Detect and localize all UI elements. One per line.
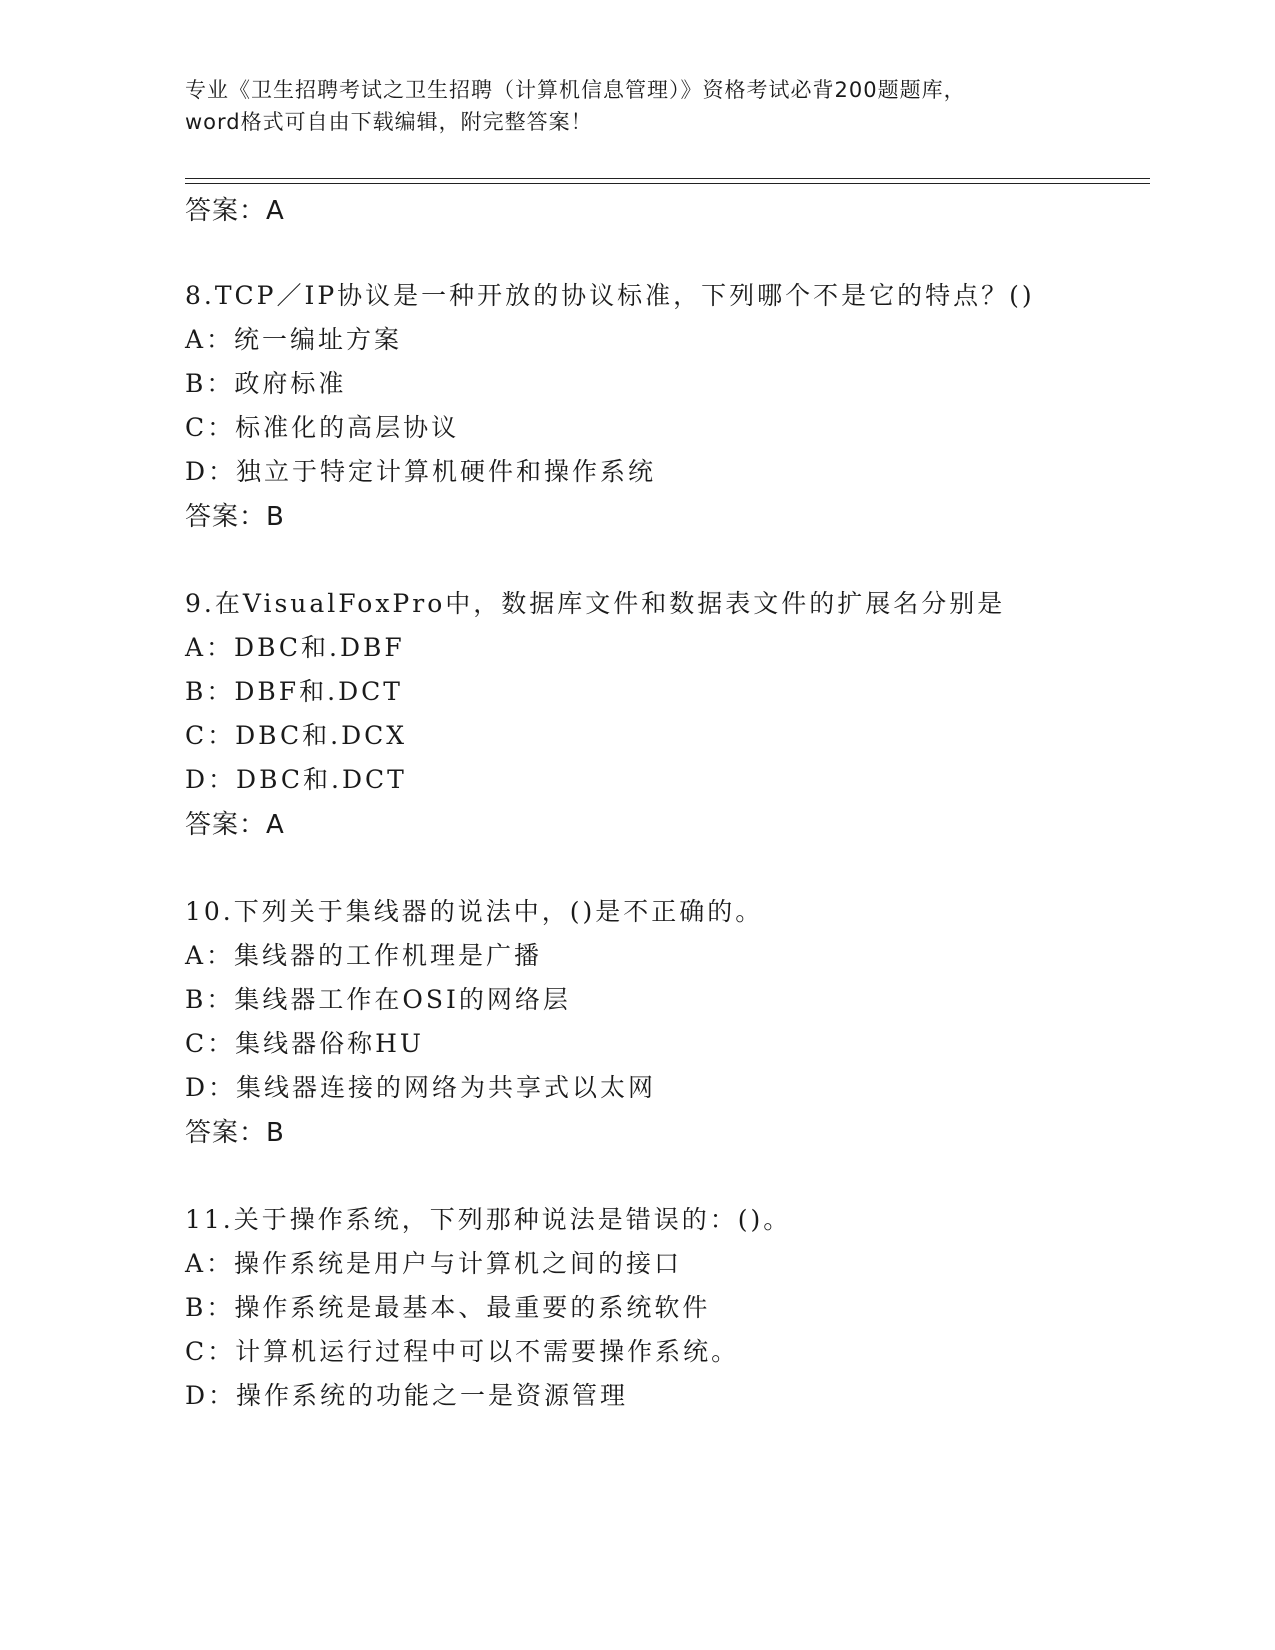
question-11-option-a: A：操作系统是用户与计算机之间的接口: [185, 1249, 683, 1278]
header-divider-top: [185, 178, 1150, 179]
question-11-option-b: B：操作系统是最基本、最重要的系统软件: [185, 1293, 711, 1322]
answer-q8: 答案：B: [185, 502, 285, 532]
question-9-option-d: D：DBC和.DCT: [185, 765, 407, 794]
question-11-option-d: D：操作系统的功能之一是资源管理: [185, 1381, 629, 1410]
answer-q9: 答案：A: [185, 810, 285, 840]
question-10-stem: 10.下列关于集线器的说法中，()是不正确的。: [185, 897, 764, 926]
question-11-option-c: C：计算机运行过程中可以不需要操作系统。: [185, 1337, 740, 1366]
answer-q10: 答案：B: [185, 1118, 285, 1148]
header-divider-bottom: [185, 183, 1150, 184]
question-10-option-c: C：集线器俗称HU: [185, 1029, 425, 1058]
question-10-option-d: D：集线器连接的网络为共享式以太网: [185, 1073, 657, 1102]
question-11-stem: 11.关于操作系统，下列那种说法是错误的：()。: [185, 1205, 792, 1234]
answer-q7: 答案：A: [185, 196, 285, 226]
question-8-stem: 8.TCP／IP协议是一种开放的协议标准，下列哪个不是它的特点？(): [185, 281, 1035, 310]
question-8-option-d: D：独立于特定计算机硬件和操作系统: [185, 457, 657, 486]
header-line-1: 专业《卫生招聘考试之卫生招聘（计算机信息管理）》资格考试必背200题题库，: [185, 78, 966, 102]
header-line-2: word格式可自由下载编辑，附完整答案！: [185, 110, 593, 134]
question-9-option-a: A：DBC和.DBF: [185, 633, 405, 662]
question-9-stem: 9.在VisualFoxPro中，数据库文件和数据表文件的扩展名分别是: [185, 589, 1006, 618]
document-header: [185, 74, 1085, 138]
question-10-option-b: B：集线器工作在OSI的网络层: [185, 985, 571, 1014]
question-8-option-a: A：统一编址方案: [185, 325, 403, 354]
question-8-option-b: B：政府标准: [185, 369, 347, 398]
question-9-option-b: B：DBF和.DCT: [185, 677, 403, 706]
question-9-option-c: C：DBC和.DCX: [185, 721, 408, 750]
question-10-option-a: A：集线器的工作机理是广播: [185, 941, 543, 970]
question-8-option-c: C：标准化的高层协议: [185, 413, 460, 442]
